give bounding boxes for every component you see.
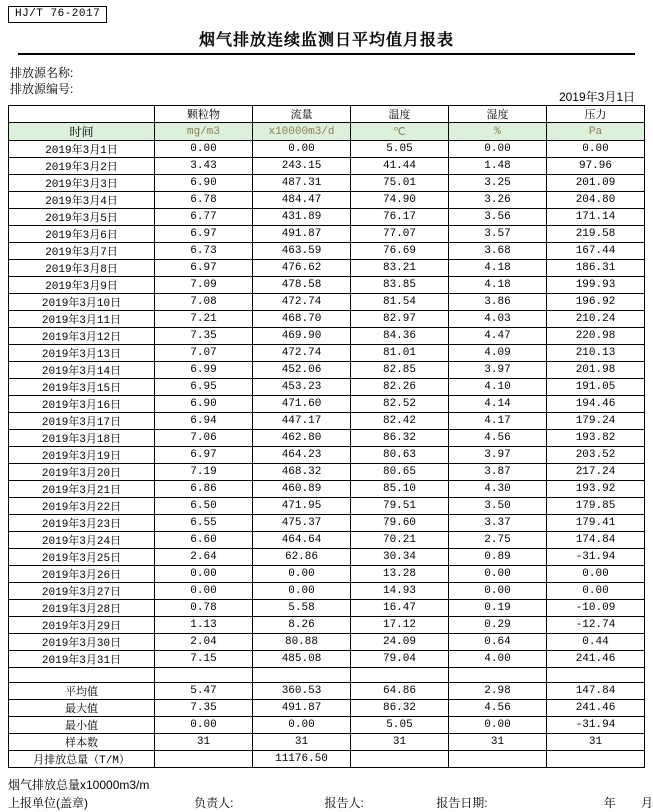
table-row [9,447,645,464]
table-row [9,430,645,447]
row-value: -12.74 [547,617,645,634]
table-row [9,515,645,532]
row-value: 0.00 [155,583,253,600]
monthly-total-value: 11176.50 [253,751,351,768]
column-header: 压力 [547,106,645,123]
table-row [9,362,645,379]
footer-year: 年 [603,796,616,810]
monthly-total-blank [351,751,449,768]
footer-reporter: 报告人: [324,796,364,810]
table-row [9,583,645,600]
row-value: 179.41 [547,515,645,532]
row-value: 0.29 [449,617,547,634]
row-value: 79.51 [351,498,449,515]
row-value: 167.44 [547,243,645,260]
stat-value: 0.00 [155,717,253,734]
table-row [9,175,645,192]
corner-cell [9,106,155,123]
row-value: 6.97 [155,226,253,243]
monthly-total-blank [449,751,547,768]
row-value: 3.97 [449,362,547,379]
row-value: 41.44 [351,158,449,175]
row-value: 3.26 [449,192,547,209]
report-page [0,6,653,810]
stat-value: 5.47 [155,683,253,700]
row-value: 475.37 [253,515,351,532]
row-date: 2019年3月17日 [9,413,155,430]
row-date: 2019年3月27日 [9,583,155,600]
table-row [9,532,645,549]
row-value: 478.58 [253,277,351,294]
row-value: 0.00 [449,566,547,583]
table-row [9,243,645,260]
row-value: 74.90 [351,192,449,209]
row-value: 471.95 [253,498,351,515]
row-value: 17.12 [351,617,449,634]
row-value: 0.00 [253,566,351,583]
footer-responsible: 负责人: [194,796,234,810]
monthly-total-row [9,751,645,768]
row-value: 0.00 [449,583,547,600]
row-value: 6.50 [155,498,253,515]
table-row [9,277,645,294]
row-value: 6.55 [155,515,253,532]
spacer-cell [253,668,351,683]
row-value: 3.68 [449,243,547,260]
row-value: 210.13 [547,345,645,362]
stat-row [9,683,645,700]
row-date: 2019年3月12日 [9,328,155,345]
row-date: 2019年3月19日 [9,447,155,464]
row-value: 24.09 [351,634,449,651]
stat-value: 7.35 [155,700,253,717]
row-value: 464.64 [253,532,351,549]
table-row [9,464,645,481]
stat-label: 样本数 [9,734,155,751]
footer [8,776,653,812]
row-value: 8.26 [253,617,351,634]
row-value: 487.31 [253,175,351,192]
row-value: 5.05 [351,141,449,158]
stat-value: 0.00 [253,717,351,734]
stat-value: 31 [155,734,253,751]
table-row [9,311,645,328]
row-value: 3.25 [449,175,547,192]
row-value: 7.21 [155,311,253,328]
row-value: 7.09 [155,277,253,294]
row-value: 7.35 [155,328,253,345]
stat-row [9,700,645,717]
row-date: 2019年3月26日 [9,566,155,583]
row-value: 4.09 [449,345,547,362]
row-value: 83.21 [351,260,449,277]
stat-value: 147.84 [547,683,645,700]
spacer-cell [9,668,155,683]
row-value: 6.90 [155,175,253,192]
row-value: 0.00 [547,583,645,600]
column-unit: ℃ [351,123,449,141]
row-value: 476.62 [253,260,351,277]
spacer-row [9,668,645,683]
row-value: 83.85 [351,277,449,294]
row-value: 86.32 [351,430,449,447]
row-value: 6.97 [155,260,253,277]
row-date: 2019年3月25日 [9,549,155,566]
source-name-label: 排放源名称: [10,66,74,80]
row-value: 472.74 [253,294,351,311]
standard-code: HJ/T 76-2017 [8,6,107,23]
stat-value: 31 [547,734,645,751]
row-value: 460.89 [253,481,351,498]
stat-value: 5.05 [351,717,449,734]
row-value: 70.21 [351,532,449,549]
source-code-label: 排放源编号: [10,82,74,96]
row-value: 4.03 [449,311,547,328]
row-value: 82.85 [351,362,449,379]
row-date: 2019年3月6日 [9,226,155,243]
row-value: 468.70 [253,311,351,328]
table-row [9,566,645,583]
row-value: 0.00 [449,141,547,158]
row-value: 13.28 [351,566,449,583]
table-row [9,413,645,430]
stat-value: 360.53 [253,683,351,700]
stat-value: -31.94 [547,717,645,734]
row-value: 4.30 [449,481,547,498]
row-value: 217.24 [547,464,645,481]
row-value: 82.26 [351,379,449,396]
row-value: 179.24 [547,413,645,430]
table-row [9,328,645,345]
stat-value: 31 [449,734,547,751]
row-value: 4.10 [449,379,547,396]
table-row [9,549,645,566]
stat-label: 最小值 [9,717,155,734]
row-value: 82.42 [351,413,449,430]
row-value: 75.01 [351,175,449,192]
spacer-cell [547,668,645,683]
row-value: 76.69 [351,243,449,260]
stat-value: 31 [351,734,449,751]
row-value: 452.06 [253,362,351,379]
row-value: 1.48 [449,158,547,175]
row-value: 201.09 [547,175,645,192]
column-unit: mg/m3 [155,123,253,141]
row-value: 219.58 [547,226,645,243]
row-date: 2019年3月31日 [9,651,155,668]
row-value: 6.99 [155,362,253,379]
row-date: 2019年3月4日 [9,192,155,209]
row-value: 62.86 [253,549,351,566]
row-value: 484.47 [253,192,351,209]
row-value: 85.10 [351,481,449,498]
row-value: 0.64 [449,634,547,651]
row-value: 80.65 [351,464,449,481]
row-value: 2.64 [155,549,253,566]
row-value: 186.31 [547,260,645,277]
row-value: 6.97 [155,447,253,464]
row-value: 0.19 [449,600,547,617]
row-value: 193.82 [547,430,645,447]
monthly-total-blank [547,751,645,768]
row-date: 2019年3月1日 [9,141,155,158]
row-value: 3.97 [449,447,547,464]
row-value: 210.24 [547,311,645,328]
row-value: 81.54 [351,294,449,311]
row-value: 472.74 [253,345,351,362]
row-value: 0.00 [155,566,253,583]
row-date: 2019年3月28日 [9,600,155,617]
row-date: 2019年3月7日 [9,243,155,260]
row-date: 2019年3月22日 [9,498,155,515]
column-header: 温度 [351,106,449,123]
row-value: 4.00 [449,651,547,668]
stat-value: 31 [253,734,351,751]
footer-unit-seal: 上报单位(盖章) [8,796,88,810]
stat-value: 64.86 [351,683,449,700]
row-value: 6.77 [155,209,253,226]
table-row [9,260,645,277]
spacer-cell [155,668,253,683]
stat-value: 2.98 [449,683,547,700]
stat-value: 0.00 [449,717,547,734]
table-row [9,379,645,396]
row-date: 2019年3月20日 [9,464,155,481]
row-date: 2019年3月15日 [9,379,155,396]
row-value: 4.17 [449,413,547,430]
column-header: 颗粒物 [155,106,253,123]
data-table [8,105,645,768]
row-date: 2019年3月21日 [9,481,155,498]
monthly-total-label: 月排放总量（T/M） [9,751,155,768]
row-value: 194.46 [547,396,645,413]
row-value: 3.37 [449,515,547,532]
row-value: 203.52 [547,447,645,464]
row-value: 16.47 [351,600,449,617]
row-value: 82.52 [351,396,449,413]
row-value: 77.07 [351,226,449,243]
row-value: 0.44 [547,634,645,651]
row-value: 4.18 [449,277,547,294]
stat-value: 86.32 [351,700,449,717]
table-row [9,209,645,226]
row-value: 4.14 [449,396,547,413]
stat-value: 241.46 [547,700,645,717]
row-value: 0.00 [547,566,645,583]
table-row [9,651,645,668]
row-value: 193.92 [547,481,645,498]
row-value: 5.58 [253,600,351,617]
row-value: 463.59 [253,243,351,260]
column-header: 流量 [253,106,351,123]
row-value: 3.57 [449,226,547,243]
row-value: 82.97 [351,311,449,328]
table-row [9,617,645,634]
row-value: 6.86 [155,481,253,498]
row-value: 469.90 [253,328,351,345]
row-value: 3.56 [449,209,547,226]
row-value: 80.63 [351,447,449,464]
row-date: 2019年3月14日 [9,362,155,379]
table-row [9,396,645,413]
row-value: -31.94 [547,549,645,566]
row-value: 84.36 [351,328,449,345]
row-value: 243.15 [253,158,351,175]
table-unit-row [9,123,645,141]
row-value: 199.93 [547,277,645,294]
row-value: 7.07 [155,345,253,362]
source-info [10,65,653,97]
row-date: 2019年3月18日 [9,430,155,447]
row-value: 431.89 [253,209,351,226]
row-value: 0.89 [449,549,547,566]
row-date: 2019年3月29日 [9,617,155,634]
row-value: 471.60 [253,396,351,413]
time-header: 时间 [9,123,155,141]
row-value: 6.90 [155,396,253,413]
column-unit: % [449,123,547,141]
row-value: 80.88 [253,634,351,651]
row-value: 7.19 [155,464,253,481]
table-row [9,498,645,515]
row-value: 191.05 [547,379,645,396]
row-value: 0.00 [253,141,351,158]
row-value: 468.32 [253,464,351,481]
row-value: 3.87 [449,464,547,481]
table-header-row [9,106,645,123]
row-value: 0.00 [253,583,351,600]
table-row [9,192,645,209]
stat-value: 491.87 [253,700,351,717]
row-value: 179.85 [547,498,645,515]
row-date: 2019年3月24日 [9,532,155,549]
row-value: 3.43 [155,158,253,175]
standard-code-line [8,6,653,23]
column-unit: x10000m3/d [253,123,351,141]
stat-row [9,717,645,734]
table-row [9,158,645,175]
table-row [9,226,645,243]
row-value: 3.86 [449,294,547,311]
stat-label: 平均值 [9,683,155,700]
stat-row [9,734,645,751]
page-title: 烟气排放连续监测日平均值月报表 [198,32,454,49]
footer-report-date: 报告日期: [436,796,488,810]
row-value: 79.04 [351,651,449,668]
table-row [9,294,645,311]
row-value: 30.34 [351,549,449,566]
row-value: 2.04 [155,634,253,651]
row-date: 2019年3月13日 [9,345,155,362]
row-value: 4.18 [449,260,547,277]
row-date: 2019年3月8日 [9,260,155,277]
column-unit: Pa [547,123,645,141]
stat-value: 4.56 [449,700,547,717]
row-value: 0.00 [155,141,253,158]
report-date: 2019年3月1日 [558,90,635,104]
row-value: 2.75 [449,532,547,549]
row-value: 6.94 [155,413,253,430]
row-value: 7.15 [155,651,253,668]
title-rule [18,53,635,55]
row-value: 464.23 [253,447,351,464]
stat-label: 最大值 [9,700,155,717]
table-row [9,141,645,158]
row-value: 196.92 [547,294,645,311]
row-value: 491.87 [253,226,351,243]
footer-signature-row [8,794,653,812]
row-value: 79.60 [351,515,449,532]
table-row [9,345,645,362]
row-date: 2019年3月9日 [9,277,155,294]
spacer-cell [351,668,449,683]
row-date: 2019年3月16日 [9,396,155,413]
row-value: 76.17 [351,209,449,226]
row-value: 201.98 [547,362,645,379]
row-value: 14.93 [351,583,449,600]
row-date: 2019年3月2日 [9,158,155,175]
row-value: 6.95 [155,379,253,396]
row-value: 0.78 [155,600,253,617]
row-value: -10.09 [547,600,645,617]
row-date: 2019年3月3日 [9,175,155,192]
row-value: 0.00 [547,141,645,158]
row-value: 171.14 [547,209,645,226]
row-date: 2019年3月5日 [9,209,155,226]
table-row [9,481,645,498]
footer-total-line: 烟气排放总量x10000m3/m [8,778,150,792]
row-value: 4.56 [449,430,547,447]
spacer-cell [449,668,547,683]
row-value: 174.84 [547,532,645,549]
row-value: 7.08 [155,294,253,311]
row-value: 220.98 [547,328,645,345]
row-value: 447.17 [253,413,351,430]
row-value: 453.23 [253,379,351,396]
row-value: 6.60 [155,532,253,549]
table-row [9,600,645,617]
row-value: 1.13 [155,617,253,634]
row-value: 241.46 [547,651,645,668]
row-value: 4.47 [449,328,547,345]
row-value: 3.50 [449,498,547,515]
footer-month: 月 [640,796,653,810]
row-value: 7.06 [155,430,253,447]
row-date: 2019年3月10日 [9,294,155,311]
row-date: 2019年3月11日 [9,311,155,328]
row-date: 2019年3月30日 [9,634,155,651]
row-value: 97.96 [547,158,645,175]
row-value: 204.80 [547,192,645,209]
row-date: 2019年3月23日 [9,515,155,532]
row-value: 81.01 [351,345,449,362]
monthly-total-blank [155,751,253,768]
table-row [9,634,645,651]
row-value: 6.78 [155,192,253,209]
row-value: 6.73 [155,243,253,260]
row-value: 485.08 [253,651,351,668]
column-header: 湿度 [449,106,547,123]
row-value: 462.80 [253,430,351,447]
